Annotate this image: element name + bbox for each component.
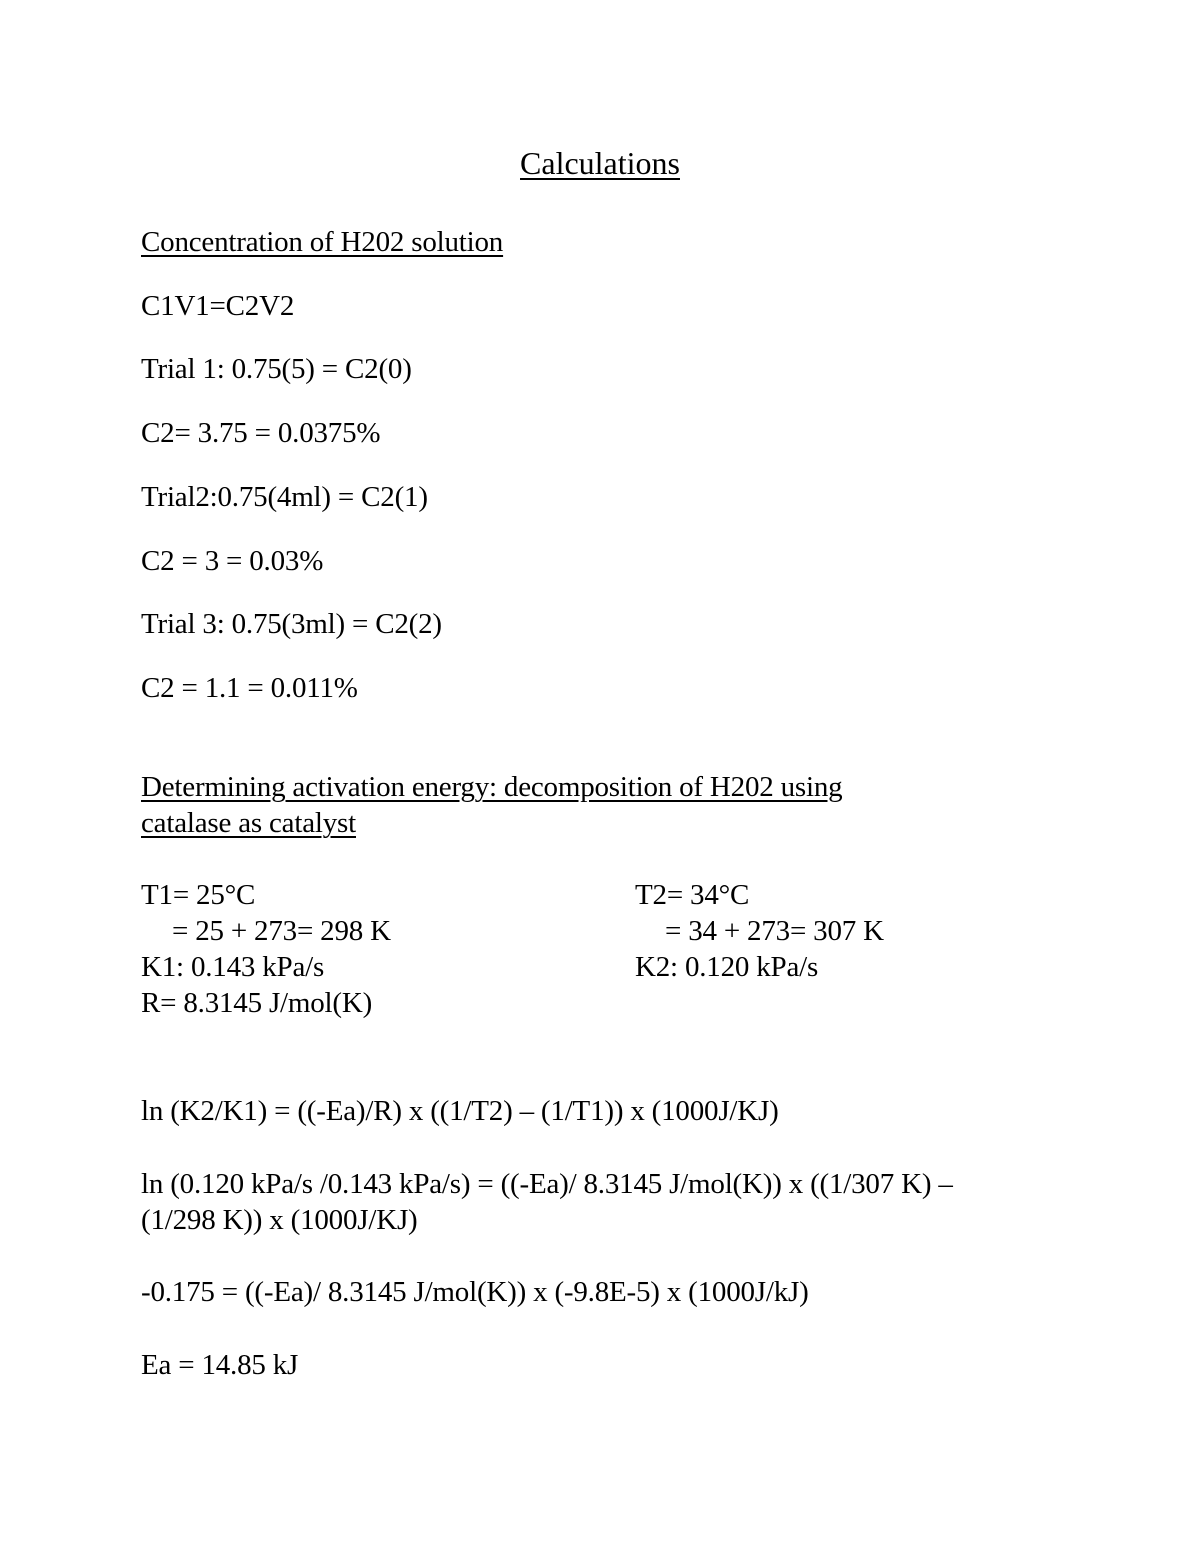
trial-2-equation: Trial2:0.75(4ml) = C2(1): [141, 481, 428, 513]
section-heading-activation-energy-line2: catalase as catalyst: [141, 807, 356, 839]
k2-value: K2: 0.120 kPa/s: [635, 951, 819, 983]
trial-2-result: C2 = 3 = 0.03%: [141, 545, 324, 577]
dilution-formula: C1V1=C2V2: [141, 290, 295, 322]
substituted-equation-line1: ln (0.120 kPa/s /0.143 kPa/s) = ((-Ea)/ 8.3145 J/mol(K)) x ((1/307 K) –: [141, 1168, 953, 1200]
section-heading-concentration: Concentration of H202 solution: [141, 226, 504, 258]
trial-3-result: C2 = 1.1 = 0.011%: [141, 672, 358, 704]
substituted-equation-line2: (1/298 K)) x (1000J/KJ): [141, 1204, 418, 1236]
k1-value: K1: 0.143 kPa/s: [141, 951, 325, 983]
t2-value: T2= 34°C: [635, 879, 750, 911]
trial-1-result: C2= 3.75 = 0.0375%: [141, 417, 381, 449]
trial-3-equation: Trial 3: 0.75(3ml) = C2(2): [141, 608, 442, 640]
section-heading-activation-energy-line1: Determining activation energy: decomposition of H202 using: [141, 771, 843, 803]
t1-value: T1= 25°C: [141, 879, 256, 911]
trial-1-equation: Trial 1: 0.75(5) = C2(0): [141, 353, 412, 385]
t1-kelvin: = 25 + 273= 298 K: [172, 915, 391, 947]
arrhenius-equation: ln (K2/K1) = ((-Ea)/R) x ((1/T2) – (1/T1)) x (1000J/KJ): [141, 1095, 779, 1127]
activation-energy-result: Ea = 14.85 kJ: [141, 1349, 299, 1381]
t2-kelvin: = 34 + 273= 307 K: [665, 915, 884, 947]
page-title: Calculations: [520, 145, 680, 181]
gas-constant: R= 8.3145 J/mol(K): [141, 987, 373, 1019]
simplified-equation: -0.175 = ((-Ea)/ 8.3145 J/mol(K)) x (-9.8E-5) x (1000J/kJ): [141, 1276, 809, 1308]
